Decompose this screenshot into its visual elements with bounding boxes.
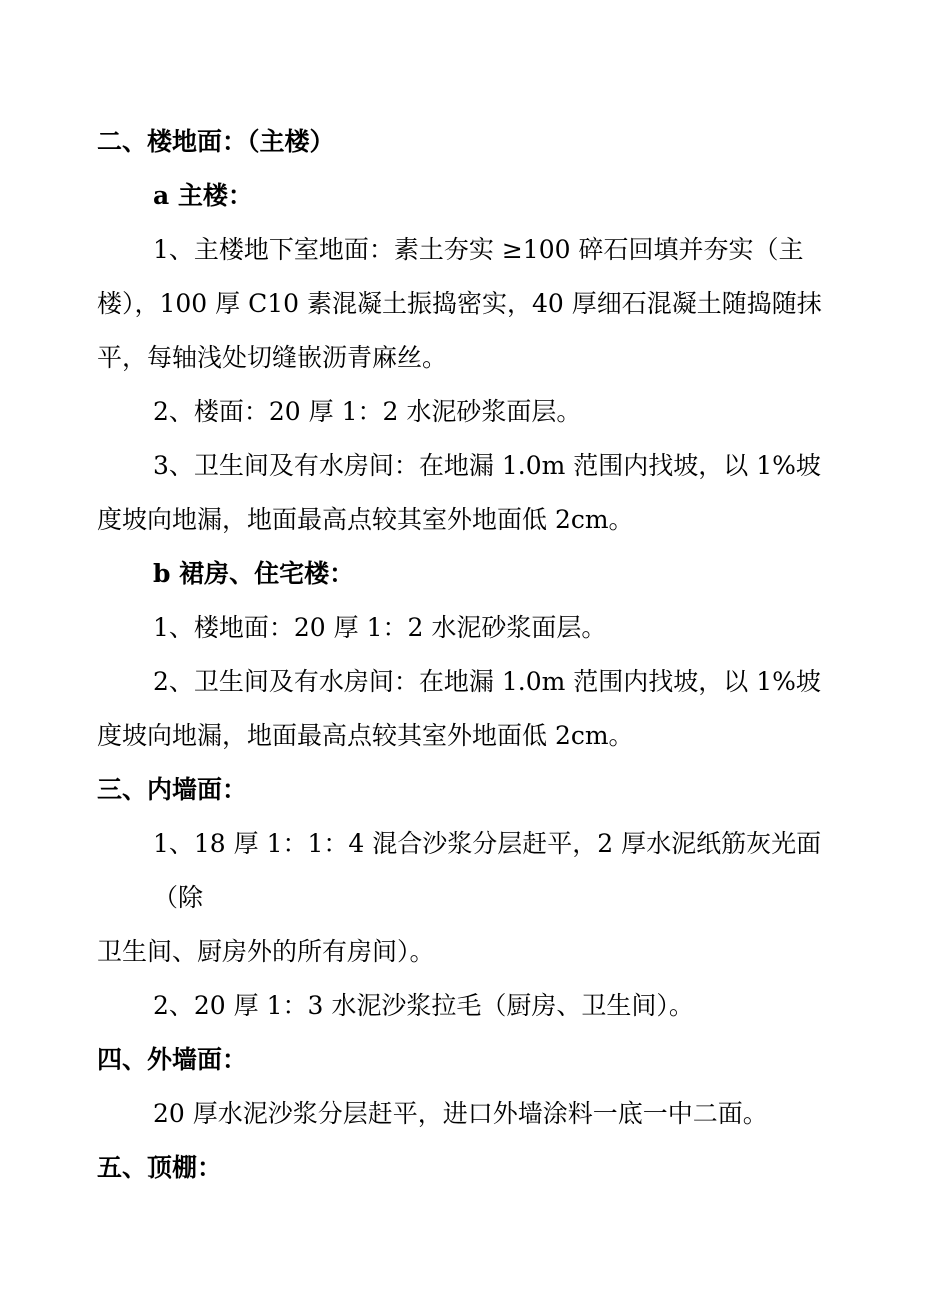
paragraph-annex-item2-line1: 2、卫生间及有水房间：在地漏 1.0m 范围内找坡，以 1%坡 [153,667,821,696]
paragraph-exterior-item1: 20 厚水泥沙浆分层赶平，进口外墙涂料一底一中二面。 [153,1099,768,1128]
paragraph-annex-item1: 1、楼地面：20 厚 1：2 水泥砂浆面层。 [153,613,607,642]
paragraph-interior-item1-line2: （除 [153,883,204,912]
paragraph-main-item1-line3: 平，每轴浅处切缝嵌沥青麻丝。 [97,343,448,372]
paragraph-main-item3-line2: 度坡向地漏，地面最高点较其室外地面低 2cm。 [97,505,634,534]
paragraph-main-item1-line2: 楼），100 厚 C10 素混凝土振捣密实，40 厚细石混凝土随捣随抹 [97,289,822,318]
section-heading-ceiling: 五、顶棚： [97,1153,223,1182]
section-heading-interior-walls: 三、内墙面： [97,775,248,804]
paragraph-interior-item1-line3: 卫生间、厨房外的所有房间）。 [97,937,435,966]
section-heading-exterior-walls: 四、外墙面： [97,1045,248,1074]
paragraph-main-item1-line1: 1、主楼地下室地面：素土夯实 ≥100 碎石回填并夯实（主 [153,235,804,264]
paragraph-interior-item2: 2、20 厚 1：3 水泥沙浆拉毛（厨房、卫生间）。 [153,991,694,1020]
paragraph-main-item2: 2、楼面：20 厚 1：2 水泥砂浆面层。 [153,397,582,426]
section-heading-floors: 二、楼地面：（主楼） [97,127,335,156]
paragraph-interior-item1-line1: 1、18 厚 1：1：4 混合沙浆分层赶平，2 厚水泥纸筋灰光面 [153,829,822,858]
document-body [97,115,880,1195]
paragraph-main-item3-line1: 3、卫生间及有水房间：在地漏 1.0m 范围内找坡，以 1%坡 [153,451,821,480]
subheading-annex-buildings: b 裙房、住宅楼： [153,559,355,588]
subheading-main-building: a 主楼： [153,181,253,210]
paragraph-annex-item2-line2: 度坡向地漏，地面最高点较其室外地面低 2cm。 [97,721,634,750]
